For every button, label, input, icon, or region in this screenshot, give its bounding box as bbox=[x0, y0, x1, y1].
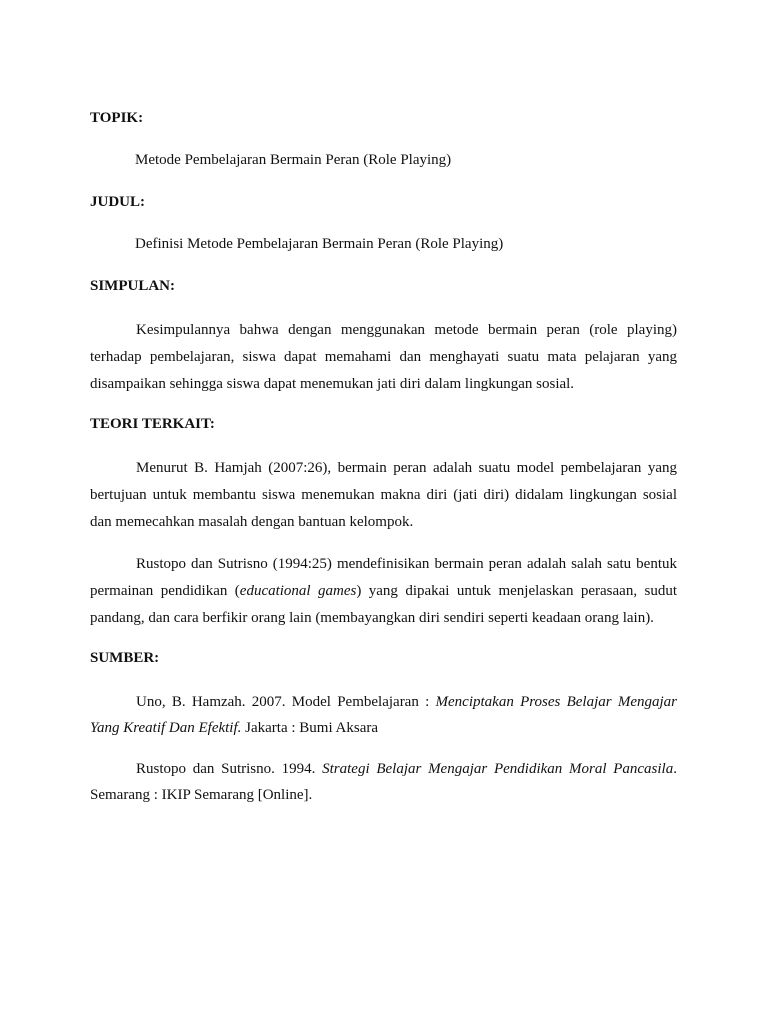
reference-1 bbox=[90, 689, 677, 741]
document-content bbox=[90, 107, 677, 823]
reference-1-publisher: Jakarta : Bumi Aksara bbox=[241, 720, 379, 736]
simpulan-heading: SIMPULAN: bbox=[90, 278, 175, 294]
reference-2-title: Strategi Belajar Mengajar Pendidikan Moral Pancasila bbox=[322, 761, 674, 777]
teori-p2-text-end: ) yang dipakai untuk menjelaskan perasaan, sudut pandang, dan cara berfikir orang lain (membayangkan diri sendiri seperti keadaan orang lain). bbox=[90, 583, 677, 626]
topik-text: Metode Pembelajaran Bermain Peran (Role Playing) bbox=[135, 152, 452, 168]
teori-heading: TEORI TERKAIT: bbox=[90, 416, 215, 432]
teori-paragraph-2 bbox=[90, 551, 677, 632]
reference-2-author: Rustopo dan Sutrisno. 1994. bbox=[136, 761, 323, 777]
simpulan-paragraph: Kesimpulannya bahwa dengan menggunakan metode bermain peran (role playing) terhadap pembelajaran, siswa dapat memahami dan menghayati suatu mata pelajaran yang disampaikan sehingga siswa dapat menemukan jati diri dalam lingkungan sosial. bbox=[90, 322, 677, 392]
sumber-heading: SUMBER: bbox=[90, 650, 160, 666]
reference-1-title: Menciptakan Proses Belajar Mengajar Yang Kreatif Dan Efektif. bbox=[90, 694, 677, 736]
teori-paragraph-1: Menurut B. Hamjah (2007:26), bermain peran adalah suatu model pembelajaran yang bertujuan untuk membantu siswa menemukan makna diri (jati diri) didalam lingkungan sosial dan memecahkan masalah dengan bantuan kelompok. bbox=[90, 460, 677, 530]
reference-1-author: Uno, B. Hamzah. 2007. Model Pembelajaran : bbox=[136, 694, 436, 710]
reference-2 bbox=[90, 756, 677, 808]
judul-text: Definisi Metode Pembelajaran Bermain Peran (Role Playing) bbox=[135, 236, 504, 252]
reference-2-publisher: . Semarang : IKIP Semarang [Online]. bbox=[90, 761, 677, 803]
teori-p2-italic-term: educational games bbox=[239, 583, 357, 599]
judul-heading: JUDUL: bbox=[90, 194, 145, 210]
teori-p2-text-start: Rustopo dan Sutrisno (1994:25) mendefinisikan bermain peran adalah salah satu bentuk permainan pendidikan ( bbox=[90, 556, 677, 599]
topik-heading: TOPIK: bbox=[90, 110, 144, 126]
